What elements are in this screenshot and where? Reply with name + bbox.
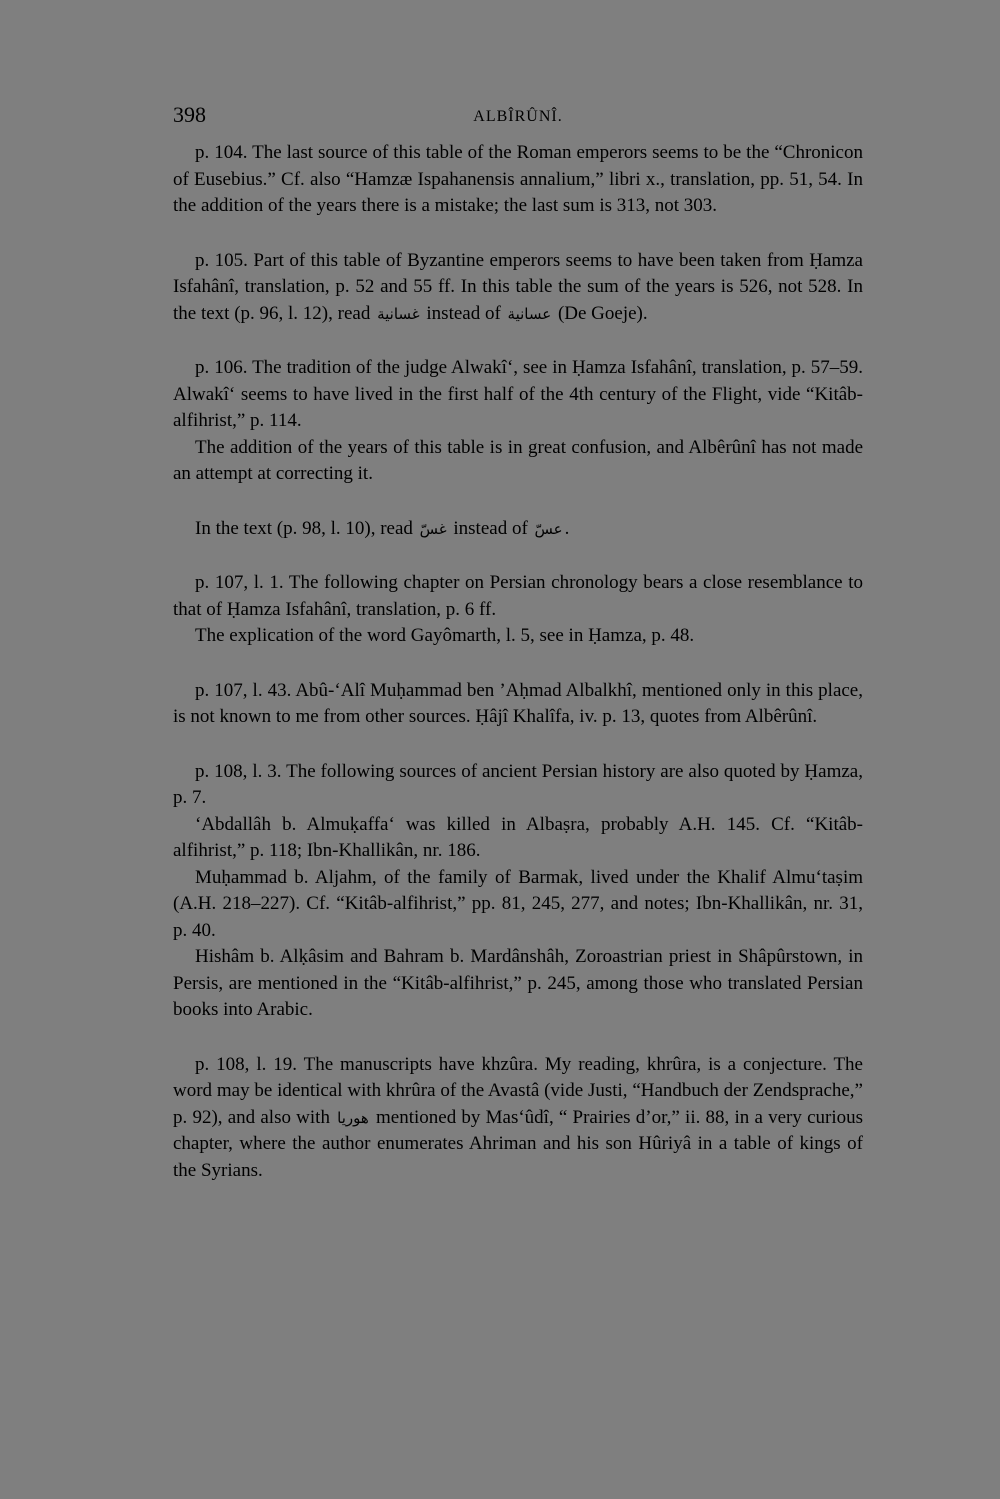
note-paragraph: p. 108, l. 19. The manuscripts have khzûra. My reading, khrûra, is a conjecture. The word may be identical with khrûra of the Avastâ (vide Justi, “Handbuch der Zendsprache,” p. 92), and also with هوريا mentioned by Mas‘ûdî, “ Prairies d’or,” ii. 88, in a very curious chapter, where the author enumerates Ahriman and his son Hûriyâ in a table of kings of the Syrians. xyxy=(173,1053,863,1181)
note-paragraph: In the text (p. 98, l. 10), read غسّ instead of عسّ . xyxy=(195,517,570,539)
arabic-word: غسانية xyxy=(377,304,420,323)
note-paragraph: The addition of the years of this table is in great confusion, and Albêrûnî has not made an attempt at correcting it. xyxy=(173,436,863,484)
note-paragraph: The explication of the word Gayômarth, l. 5, see in Ḥamza, p. 48. xyxy=(195,625,695,646)
arabic-word: عسانية xyxy=(507,304,552,323)
note-p105 xyxy=(173,248,863,328)
note-text-correction xyxy=(173,516,863,543)
running-title: ALBÎRÛNÎ. xyxy=(473,108,563,125)
arabic-word: غسّ xyxy=(419,519,447,538)
note-paragraph: p. 104. The last source of this table of the Roman emperors seems to be the “Chronicon of Eusebius.” Cf. also “Hamzæ Ispahanensis annalium,” libri x., translation, pp. 51, 54. In the addition of the years there is a mistake; the last sum is 313, not 303. xyxy=(173,142,863,216)
note-paragraph: ‘Abdallâh b. Almuḳaffa‘ was killed in Albaṣra, probably A.H. 145. Cf. “Kitâb-alfihrist,” p. 118; Ibn-Khallikân, nr. 186. xyxy=(173,813,863,861)
note-paragraph: p. 105. Part of this table of Byzantine emperors seems to have been taken from Ḥamza Isfahânî, translation, p. 52 and 55 ff. In this table the sum of the years is 526, not 528. In the text (p. 96, l. 12), read غسانية instead of عسانية (De Goeje). xyxy=(173,249,863,324)
note-paragraph: p. 107, l. 43. Abû-‘Alî Muḥammad ben ’Aḥmad Albalkhî, mentioned only in this place, is not known to me from other sources. Ḥâjî Khalîfa, iv. p. 13, quotes from Albêrûnî. xyxy=(173,679,863,727)
note-paragraph: p. 107, l. 1. The following chapter on Persian chronology bears a close resemblance to that of Ḥamza Isfahânî, translation, p. 6 ff. xyxy=(173,572,863,620)
book-page xyxy=(173,100,863,1184)
page-number: 398 xyxy=(173,102,206,127)
arabic-word: عسّ xyxy=(534,519,563,538)
note-p107-l1 xyxy=(173,570,863,650)
note-paragraph: Hishâm b. Alḳâsim and Bahram b. Mardânshâh, Zoroastrian priest in Shâpûrstown, in Persis, are mentioned in the “Kitâb-alfihrist,” p. 245, among those who translated Persian books into Arabic. xyxy=(173,946,863,1020)
note-p108-l19 xyxy=(173,1052,863,1185)
note-p108-l3 xyxy=(173,759,863,1024)
note-paragraph: p. 108, l. 3. The following sources of ancient Persian history are also quoted by Ḥamza, p. 7. xyxy=(173,760,863,808)
note-p106 xyxy=(173,355,863,488)
note-p104 xyxy=(173,140,863,220)
note-paragraph: p. 106. The tradition of the judge Alwakî‘, see in Ḥamza Isfahânî, translation, p. 57–59. Alwakî‘ seems to have lived in the first half of the 4th century of the Flight, vide “Kitâb-alfihrist,” p. 114. xyxy=(173,357,863,431)
running-head xyxy=(173,100,863,140)
note-paragraph: Muḥammad b. Aljahm, of the family of Barmak, lived under the Khalif Almu‘taṣim (A.H. 218–227). Cf. “Kitâb-alfihrist,” pp. 81, 245, 277, and notes; Ibn-Khallikân, nr. 31, p. 40. xyxy=(173,866,863,941)
note-p107-l43 xyxy=(173,678,863,731)
arabic-word: هوريا xyxy=(337,1108,369,1127)
